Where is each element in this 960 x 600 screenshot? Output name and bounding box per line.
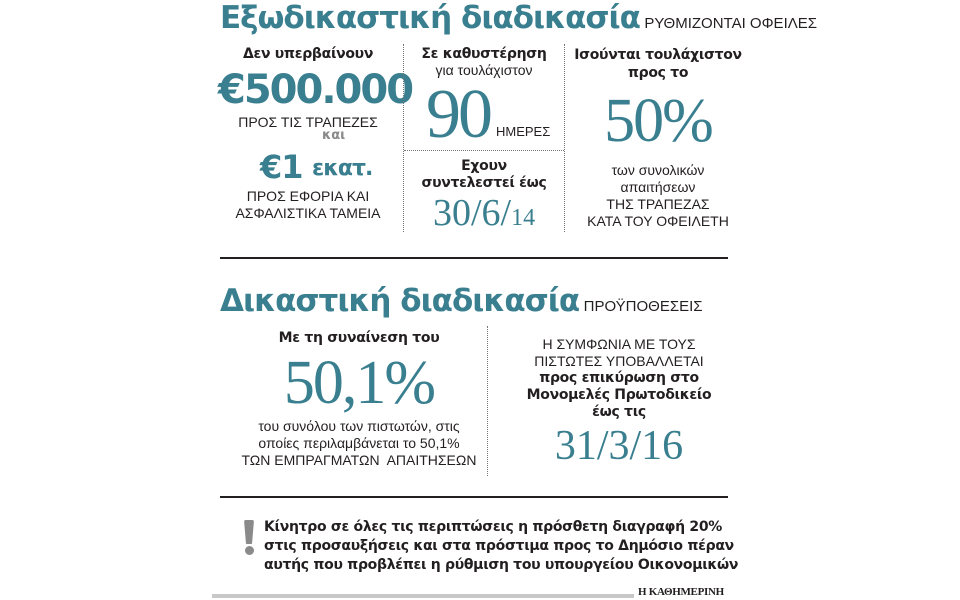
s1-days-value: 90 bbox=[426, 76, 490, 153]
section2-subtitle: ΠΡΟΫΠΟΘΕΣΕΙΣ bbox=[583, 298, 703, 315]
s2-col1-heading: Με τη συναίνεση του bbox=[278, 330, 440, 346]
exclamation-icon bbox=[244, 520, 254, 555]
s1-amount-tax-unit: εκατ. bbox=[312, 156, 373, 181]
footer-bar bbox=[212, 594, 634, 598]
s1-percent: 50% bbox=[604, 87, 712, 155]
divider-vertical bbox=[564, 44, 565, 232]
s1-col1 bbox=[218, 46, 413, 222]
divider-vertical bbox=[487, 326, 488, 476]
section1-subtitle: ΡΥΘΜΙΖΟΝΤΑΙ ΟΦΕΙΛΕΣ bbox=[644, 15, 818, 32]
s2-col2 bbox=[500, 336, 738, 467]
s2-col2-text: Η ΣΥΜΦΩΝΙΑ ΜΕ ΤΟΥΣ ΠΙΣΤΩΤΕΣ ΥΠΟΒΑΛΛΕΤΑΙ bbox=[534, 336, 704, 369]
s1-days-unit: ΗΜΕΡΕΣ bbox=[496, 124, 551, 139]
s1-amount-banks: €500.000 bbox=[218, 67, 413, 113]
section2-title: Δικαστική διαδικασία bbox=[220, 283, 580, 319]
s2-col1 bbox=[230, 330, 488, 469]
section1-header bbox=[220, 0, 817, 36]
s1-deadline-date: 30/6/14 bbox=[432, 192, 536, 234]
source-label: Η ΚΑΘΗΜΕΡΙΝΗ bbox=[638, 586, 724, 598]
s1-amount-tax-label: ΠΡΟΣ ΕΦΟΡΙΑ ΚΑΙ ΑΣΦΑΛΙΣΤΙΚΑ ΤΑΜΕΙΑ bbox=[235, 188, 381, 221]
s2-deadline-date: 31/3/16 bbox=[554, 423, 684, 469]
section1-title: Εξωδικαστική διαδικασία bbox=[220, 0, 640, 36]
s1-col2-subheading: για τουλάχιστον bbox=[435, 62, 533, 78]
s1-amount-tax-value: €1 bbox=[260, 148, 303, 186]
s1-col2-deadline bbox=[404, 158, 564, 232]
s1-amount-tax bbox=[218, 130, 398, 186]
s2-col1-text: του συνόλου των πιστωτών, στις οποίες περιλαμβάνεται το 50,1% ΤΩΝ ΕΜΠΡΑΓΜΑΤΩΝ ΑΠΑΙΤΗΣΕΩΝ bbox=[241, 418, 477, 468]
section-divider bbox=[220, 496, 728, 498]
s1-col2 bbox=[404, 46, 564, 153]
s1-col1-heading: Δεν υπερβαίνουν bbox=[242, 46, 374, 62]
note-text: Κίνητρο σε όλες τις περιπτώσεις η πρόσθετη διαγραφή 20% στις προσαυξήσεις και στα πρόστιμα προς το Δημόσιο πέραν αυτής που προβλέπει η ρύθμιση του υπουργείου Οικονομικών bbox=[264, 519, 739, 573]
s1-days bbox=[404, 76, 564, 153]
connector-label: και bbox=[322, 128, 346, 143]
s1-col3-text: των συνολικών απαιτήσεων ΤΗΣ ΤΡΑΠΕΖΑΣ ΚΑΤΑ ΤΟΥ ΟΦΕΙΛΕΤΗ bbox=[587, 162, 729, 229]
section2-header bbox=[220, 283, 703, 319]
s2-col2-bold: προς επικύρωση στο Μονομελές Πρωτοδικείο έως τις bbox=[526, 370, 712, 420]
s1-col3 bbox=[566, 46, 750, 230]
s1-col2-heading2: Εχουν συντελεστεί έως bbox=[421, 158, 547, 191]
s1-col2-heading: Σε καθυστέρηση bbox=[421, 46, 547, 62]
section-divider bbox=[220, 257, 728, 259]
s2-percent: 50,1% bbox=[283, 349, 435, 417]
s1-col3-heading: Ισούνται τουλάχιστον προς το bbox=[574, 47, 742, 81]
s1-amount-banks-label: ΠΡΟΣ ΤΙΣ ΤΡΑΠΕΖΕΣ bbox=[238, 114, 378, 130]
